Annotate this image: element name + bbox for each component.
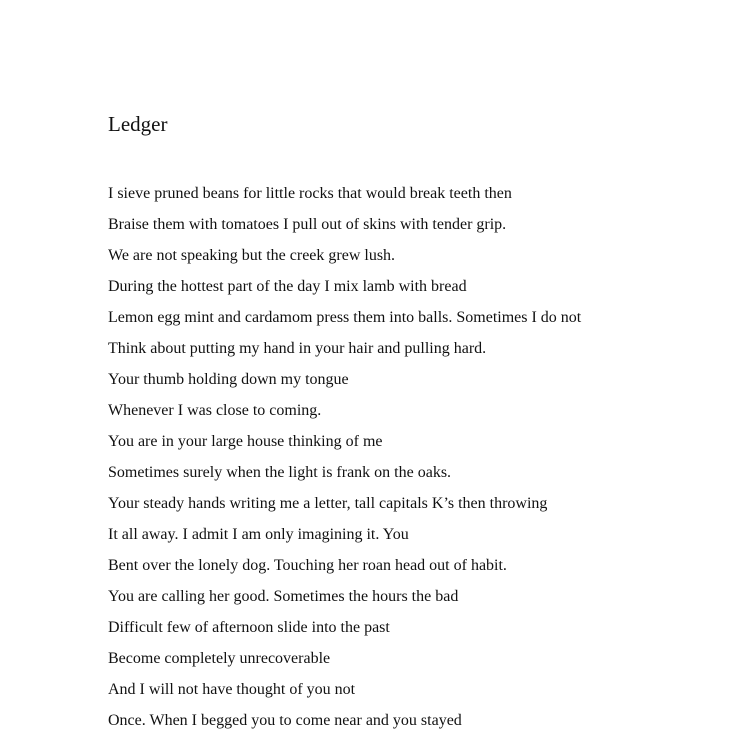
poem-line: Whenever I was close to coming.	[108, 402, 322, 419]
poem-line: We are not speaking but the creek grew lush.	[108, 247, 396, 264]
poem-line: Once. When I begged you to come near and you stayed	[108, 712, 462, 729]
poem-line: Your steady hands writing me a letter, tall capitals K’s then throwing	[108, 495, 548, 512]
poem-line: Your thumb holding down my tongue	[108, 371, 349, 388]
poem-line: You are in your large house thinking of me	[108, 433, 383, 450]
poem-line: It all away. I admit I am only imagining it. You	[108, 526, 409, 543]
poem-line: During the hottest part of the day I mix lamb with bread	[108, 278, 467, 295]
poem-body	[108, 180, 728, 738]
poem-line: Sometimes surely when the light is frank on the oaks.	[108, 464, 452, 481]
poem-line: And I will not have thought of you not	[108, 681, 356, 698]
poem-line: I sieve pruned beans for little rocks that would break teeth then	[108, 185, 512, 202]
poem-line: Difficult few of afternoon slide into the past	[108, 619, 390, 636]
poem-line: Lemon egg mint and cardamom press them into balls. Sometimes I do not	[108, 309, 582, 326]
poem-line: Braise them with tomatoes I pull out of skins with tender grip.	[108, 216, 507, 233]
poem-title: Ledger	[108, 112, 168, 136]
poem-line: Think about putting my hand in your hair and pulling hard.	[108, 340, 487, 357]
poem-line: Become completely unrecoverable	[108, 650, 331, 667]
poem-line: Bent over the lonely dog. Touching her roan head out of habit.	[108, 557, 507, 574]
poem-line: You are calling her good. Sometimes the hours the bad	[108, 588, 459, 605]
